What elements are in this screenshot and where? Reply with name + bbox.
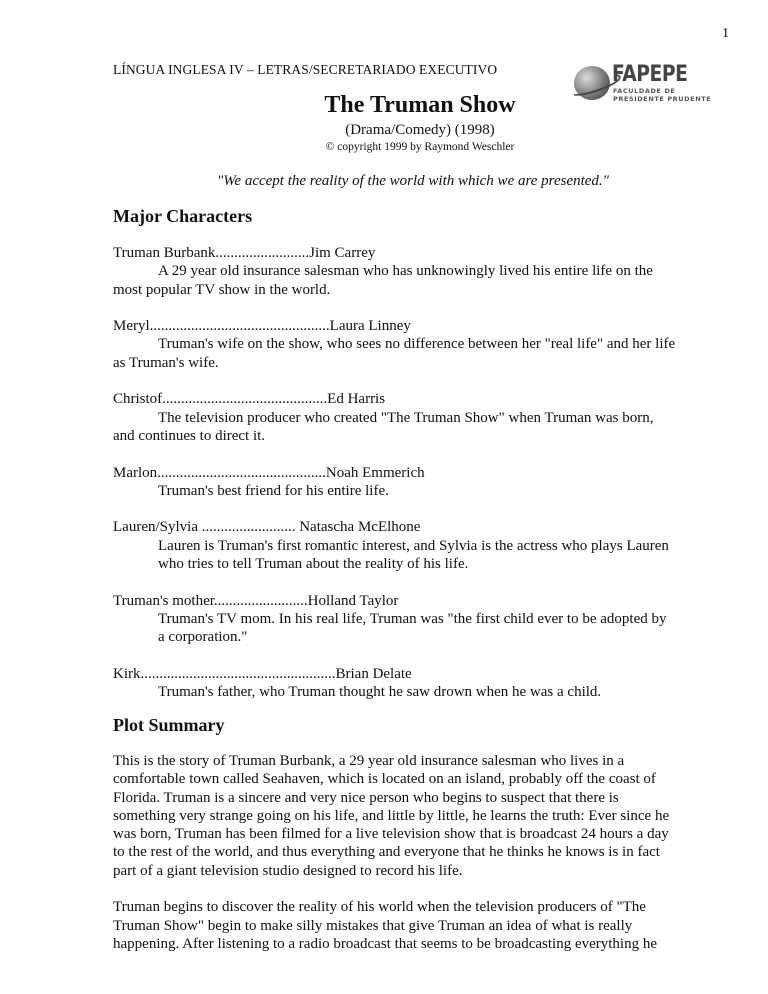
plot-line: This is the story of Truman Burbank, a 29 year old insurance salesman who lives in a [113, 753, 625, 769]
plot-line: part of a giant television studio designed to record his life. [113, 862, 463, 879]
plot-line: happening. After listening to a radio broadcast that seems to be broadcasting everything he [113, 935, 658, 952]
plot-line: to the rest of the world, and thus everything and everyone that he thinks he knows is in fact [113, 844, 660, 861]
character-description-line: most popular TV show in the world. [113, 281, 331, 298]
character-description-line: Lauren is Truman's first romantic interest, and Sylvia is the actress who plays Lauren [158, 537, 669, 554]
character-entry [113, 244, 675, 299]
character-entry [113, 592, 675, 647]
character-description-line: Truman's best friend for his entire life. [158, 482, 389, 499]
characters-heading: Major Characters [113, 206, 253, 226]
plot-paragraph [113, 752, 669, 880]
character-cast-line: Marlon.............................................Noah Emmerich [113, 464, 425, 481]
plot-line: Truman Show" begin to make silly mistakes that give Truman an idea of what is really [113, 917, 633, 934]
character-description-line: who tries to tell Truman about the reality of his life. [158, 556, 469, 573]
character-cast-line: Truman Burbank.........................Jim Carrey [113, 245, 376, 261]
character-entry [113, 518, 675, 573]
characters-list [113, 244, 675, 720]
character-cast-line: Meryl................................................Laura Linney [113, 318, 411, 335]
character-cast-line: Christof............................................Ed Harris [113, 391, 386, 408]
epigraph-quote: "We accept the reality of the world with which we are presented." [217, 173, 609, 189]
character-description-line: and continues to direct it. [113, 427, 266, 444]
plot-line: something very strange going on his life, and little by little, he learns the truth: Ever since he [113, 807, 670, 824]
character-description-line: Truman's father, who Truman thought he saw drown when he was a child. [158, 684, 602, 701]
logo-line1: FACULDADE DE [613, 87, 676, 95]
copyright-notice: © copyright 1999 by Raymond Weschler [325, 141, 515, 153]
character-entry [113, 665, 675, 702]
document-subtitle: (Drama/Comedy) (1998) [345, 122, 495, 138]
character-description-line: as Truman's wife. [113, 354, 219, 371]
logo-name: FAPEPE [612, 62, 688, 87]
character-entry [113, 390, 675, 445]
plot-heading: Plot Summary [113, 715, 225, 735]
plot-paragraph [113, 898, 669, 953]
character-description-line: Truman's wife on the show, who sees no difference between her "real life" and her life [158, 336, 676, 353]
character-cast-line: Lauren/Sylvia ......................... Natascha McElhone [113, 519, 421, 536]
course-header: LÍNGUA INGLESA IV – LETRAS/SECRETARIADO EXECUTIVO [113, 62, 498, 77]
plot-line: Florida. Truman is a sincere and very nice person who begins to suspect that there is [113, 789, 619, 806]
character-description-line: The television producer who created "The Truman Show" when Truman was born, [158, 409, 654, 426]
character-description-line: a corporation." [158, 629, 248, 646]
plot-line: comfortable town called Seahaven, which is located on an island, probably off the coast of [113, 771, 656, 788]
page-number: 1 [722, 26, 729, 41]
plot-line: Truman begins to discover the reality of his world when the television producers of "The [113, 899, 646, 916]
character-cast-line: Kirk....................................................Brian Delate [113, 665, 412, 682]
character-entry [113, 464, 675, 501]
logo-line2: PRESIDENTE PRUDENTE [613, 95, 712, 103]
character-entry [113, 317, 675, 372]
character-cast-line: Truman's mother.........................Holland Taylor [113, 592, 399, 609]
character-description-line: A 29 year old insurance salesman who has unknowingly lived his entire life on the [158, 263, 653, 280]
document-title: The Truman Show [324, 92, 516, 118]
character-description-line: Truman's TV mom. In his real life, Truman was "the first child ever to be adopted by [158, 610, 667, 627]
plot-line: was born, Truman has been filmed for a live television show that is broadcast 24 hours a day [113, 826, 669, 843]
plot-summary [113, 752, 669, 972]
